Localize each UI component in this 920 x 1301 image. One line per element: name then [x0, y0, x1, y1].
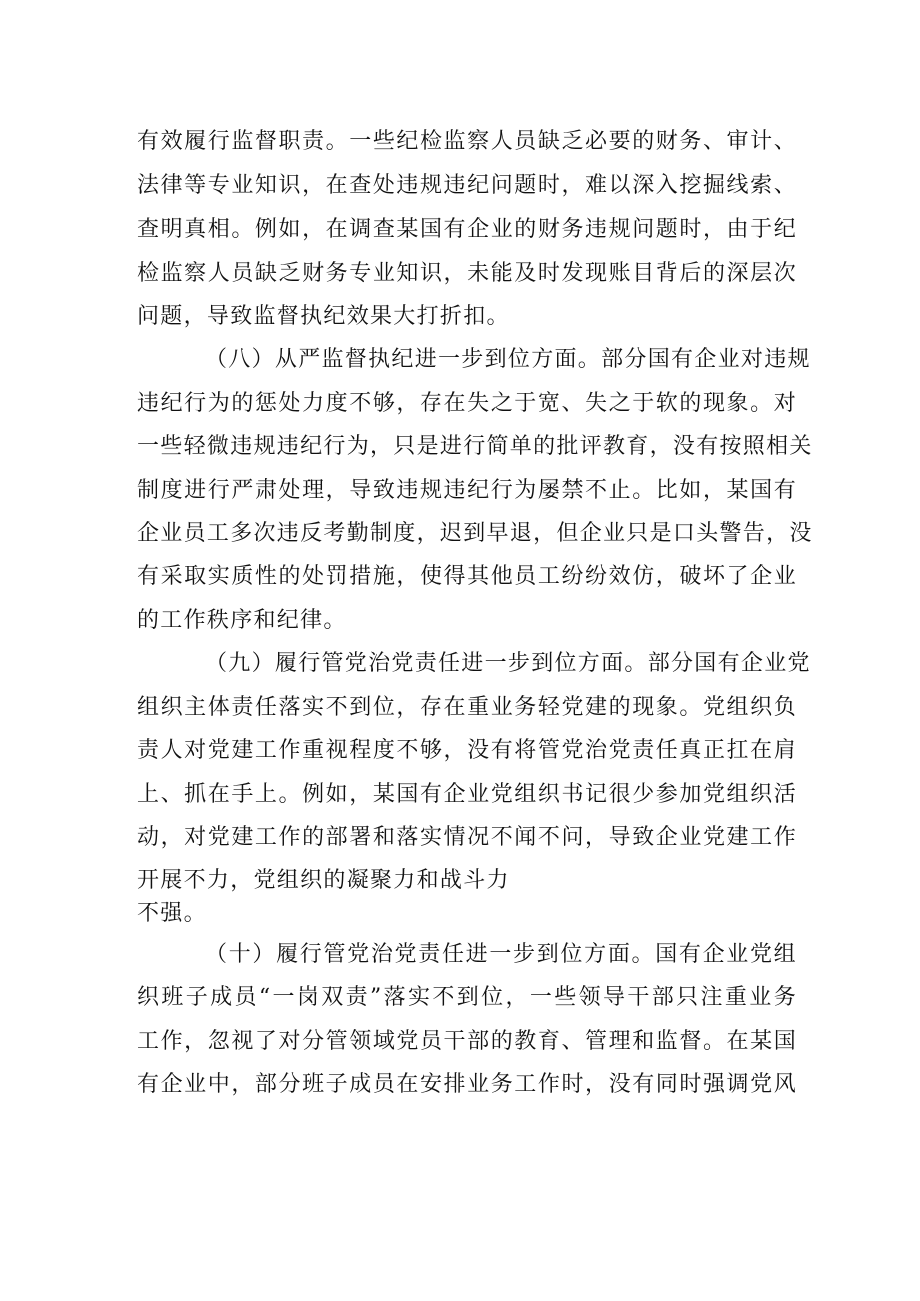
text-line-8: 一些轻微违规违纪行为，只是进行简单的批评教育，没有按照相关 [137, 434, 813, 459]
text-line-15: 责人对党建工作重视程度不够，没有将管党治党责任真正扛在肩 [137, 738, 797, 763]
text-line-22: 工作，忽视了对分管领域党员干部的教育、管理和监督。在某国 [137, 1029, 797, 1054]
paragraph-8-heading-line: （八）从严监督执纪进一步到位方面。部分国有企业对违规 [205, 347, 811, 372]
text-line-3: 查明真相。例如，在调查某国有企业的财务违规问题时，由于纪 [137, 217, 797, 242]
text-line-7: 违纪行为的惩处力度不够，存在失之于宽、失之于软的现象。对 [137, 391, 797, 416]
text-line-11: 有采取实质性的处罚措施，使得其他员工纷纷效仿，破坏了企业 [137, 564, 797, 589]
text-line-9: 制度进行严肃处理，导致违规违纪行为屡禁不止。比如，某国有 [137, 478, 797, 503]
text-line-10: 企业员工多次违反考勤制度，迟到早退，但企业只是口头警告，没 [137, 521, 813, 546]
text-line-12: 的工作秩序和纪律。 [137, 608, 347, 633]
text-line-17: 动，对党建工作的部署和落实情况不闻不问，导致企业党建工作 [137, 825, 797, 850]
text-line-21: 织班子成员“一岗双责”落实不到位，一些领导干部只注重业务 [137, 985, 797, 1010]
text-line-14: 组织主体责任落实不到位，存在重业务轻党建的现象。党组织负 [137, 695, 797, 720]
text-line-18: 开展不力，党组织的凝聚力和战斗力 [137, 868, 510, 893]
text-line-19: 不强。 [137, 901, 207, 926]
paragraph-9-heading-line: （九）履行管党治党责任进一步到位方面。部分国有企业党 [205, 651, 811, 676]
text-line-1: 有效履行监督职责。一些纪检监察人员缺乏必要的财务、审计、 [137, 129, 797, 154]
text-line-23: 有企业中，部分班子成员在安排业务工作时，没有同时强调党风 [137, 1072, 797, 1097]
text-line-16: 上、抓在手上。例如，某国有企业党组织书记很少参加党组织活 [137, 782, 797, 807]
text-line-2: 法律等专业知识，在查处违规违纪问题时，难以深入挖掘线索、 [137, 173, 797, 198]
text-line-5: 问题，导致监督执纪效果大打折扣。 [137, 304, 510, 329]
paragraph-10-heading-line: （十）履行管党治党责任进一步到位方面。国有企业党组 [205, 942, 797, 967]
text-line-4: 检监察人员缺乏财务专业知识，未能及时发现账目背后的深层次 [137, 261, 797, 286]
